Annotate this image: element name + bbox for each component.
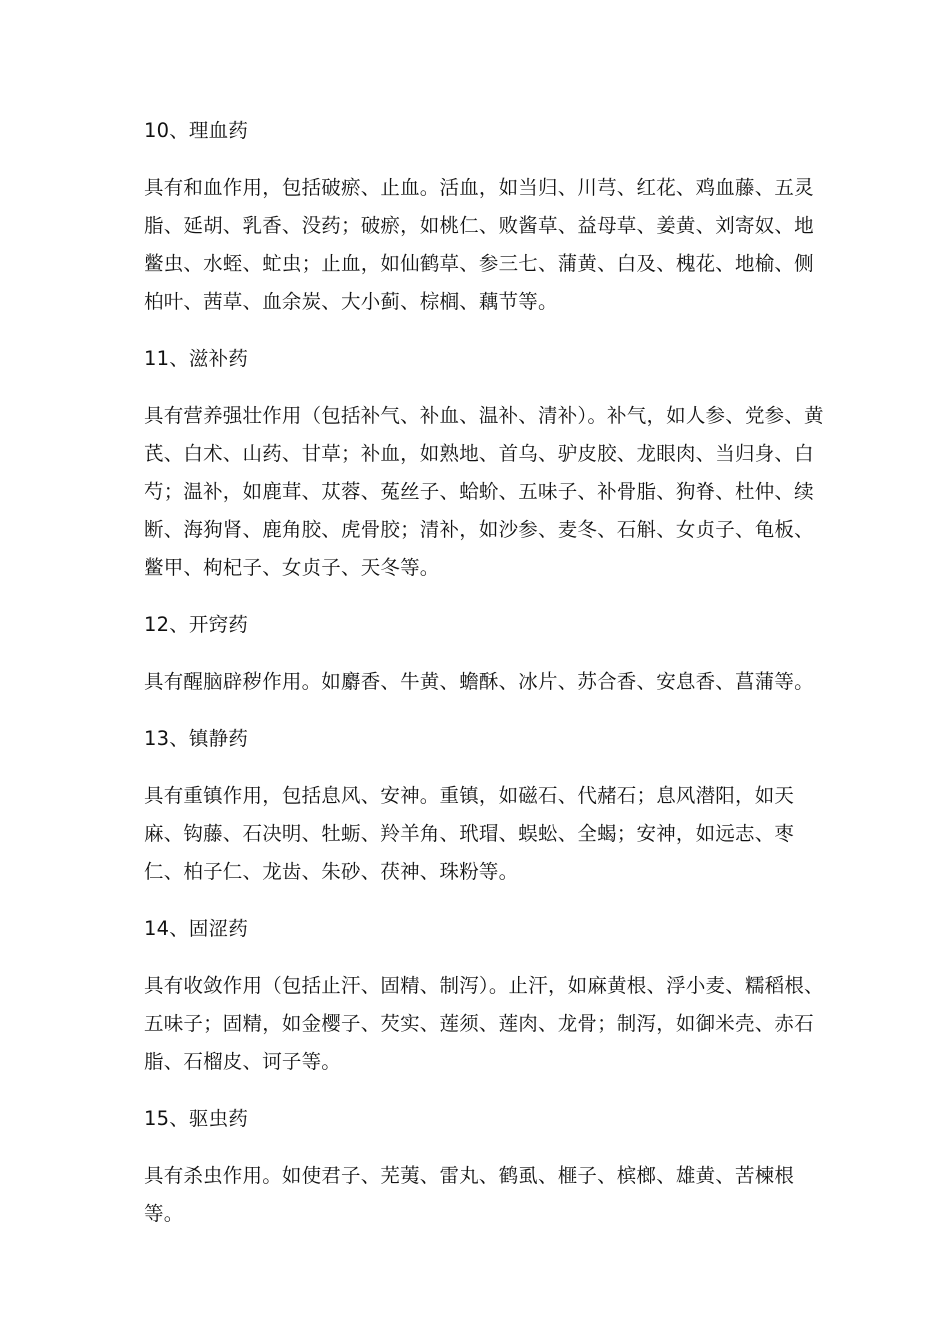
section-body: 具有和血作用，包括破瘀、止血。活血，如当归、川芎、红花、鸡血藤、五灵脂、延胡、乳香、没药；破瘀，如桃仁、败酱草、益母草、姜黄、刘寄奴、地鳖虫、水蛭、虻虫；止血，如仙鹤草、参三七、蒲黄、白及、槐花、地榆、侧柏叶、茜草、血余炭、大小蓟、棕榈、藕节等。: [144, 176, 814, 313]
section-heading: 13、镇静药: [144, 727, 249, 750]
section-body: 具有醒脑辟秽作用。如麝香、牛黄、蟾酥、冰片、苏合香、安息香、菖蒲等。: [144, 670, 814, 693]
section-heading: 10、理血药: [144, 119, 249, 142]
section-heading: 11、滋补药: [144, 347, 249, 370]
section-heading: 14、固涩药: [144, 917, 249, 940]
document-content: [144, 112, 824, 1252]
section-body: 具有营养强壮作用（包括补气、补血、温补、清补）。补气，如人参、党参、黄芪、白术、山药、甘草；补血，如熟地、首乌、驴皮胶、龙眼肉、当归身、白芍；温补，如鹿茸、苁蓉、菟丝子、蛤蚧、五味子、补骨脂、狗脊、杜仲、续断、海狗肾、鹿角胶、虎骨胶；清补，如沙参、麦冬、石斛、女贞子、龟板、鳖甲、枸杞子、女贞子、天冬等。: [144, 404, 824, 579]
section-body: 具有收敛作用（包括止汗、固精、制泻）。止汗，如麻黄根、浮小麦、糯稻根、五味子；固精，如金樱子、芡实、莲须、莲肉、龙骨；制泻，如御米壳、赤石脂、石榴皮、诃子等。: [144, 974, 824, 1073]
section-heading: 15、驱虫药: [144, 1107, 249, 1130]
section-body: 具有重镇作用，包括息风、安神。重镇，如磁石、代赭石；息风潜阳，如天麻、钩藤、石决明、牡蛎、羚羊角、玳瑁、蜈蚣、全蝎；安神，如远志、枣仁、柏子仁、龙齿、朱砂、茯神、珠粉等。: [144, 784, 795, 883]
section-heading: 12、开窍药: [144, 613, 249, 636]
section-body: 具有杀虫作用。如使君子、芜荑、雷丸、鹤虱、榧子、槟榔、雄黄、苦楝根等。: [144, 1164, 795, 1225]
